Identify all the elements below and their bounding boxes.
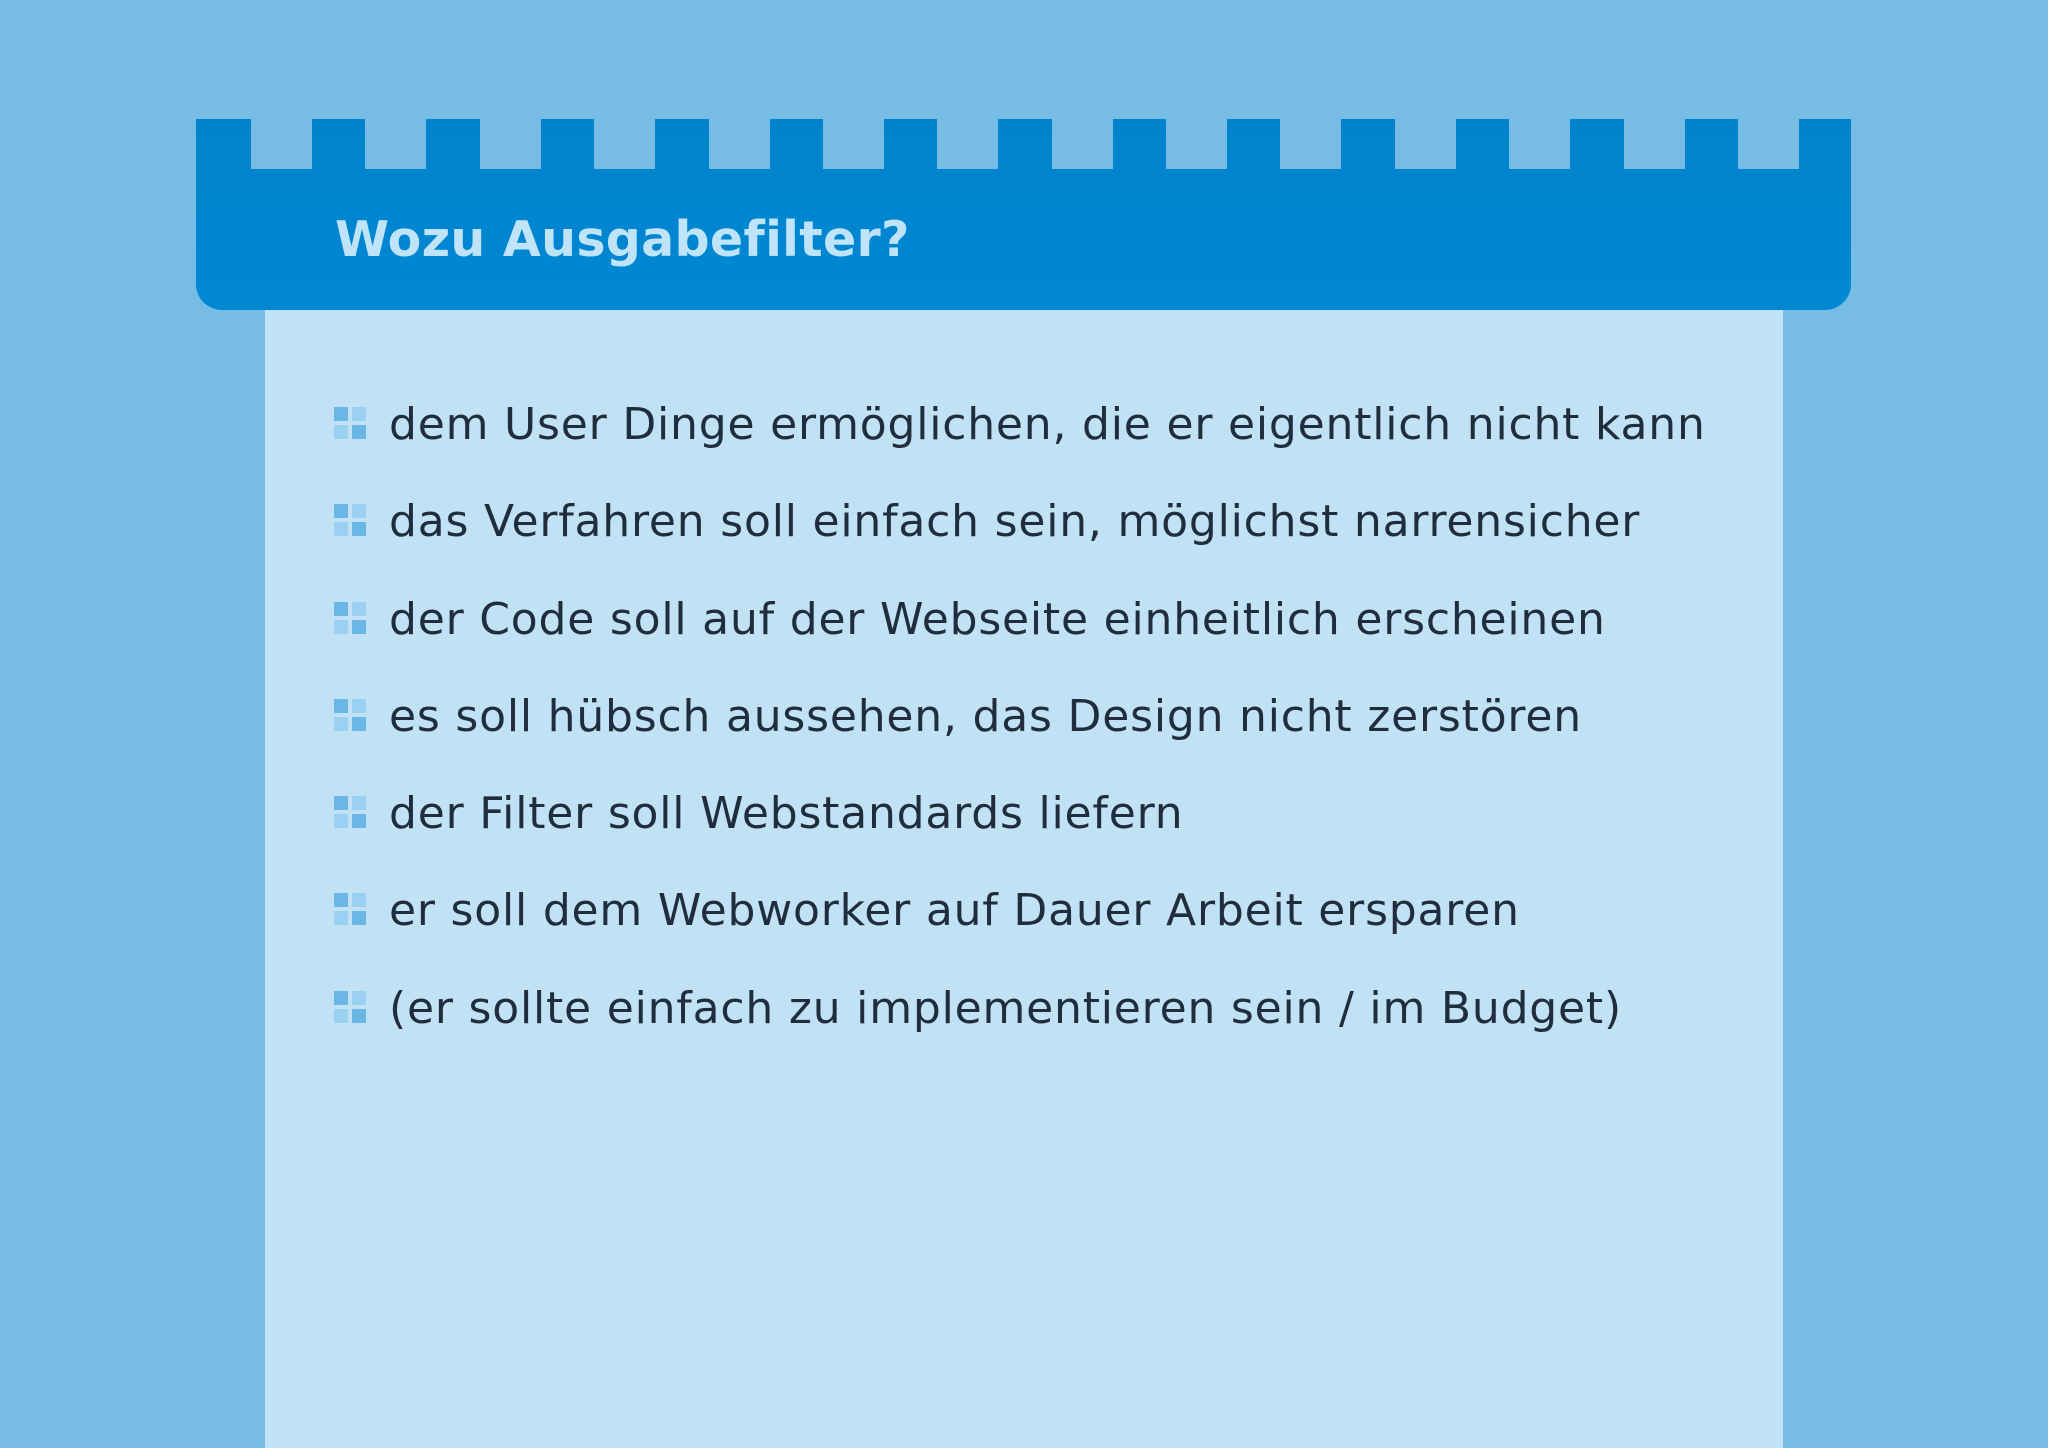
header-notch [1052,119,1113,169]
grid-bullet-icon [334,407,366,439]
bullet-item [334,395,1734,492]
bullet-text: der Code soll auf der Webseite einheitlich erscheinen [389,593,1606,645]
header-notch [365,119,426,169]
bullet-item [334,979,1734,1076]
bullet-item [334,492,1734,589]
header-notch [1166,119,1227,169]
castle-header [196,119,1851,310]
grid-bullet-icon [334,991,366,1023]
header-notch [1395,119,1456,169]
bullet-text: er soll dem Webworker auf Dauer Arbeit ersparen [389,885,1520,937]
bullet-item [334,881,1734,978]
bullet-item [334,590,1734,687]
bullet-text: es soll hübsch aussehen, das Design nicht zerstören [389,690,1582,742]
header-notch [1280,119,1341,169]
header-notch [709,119,770,169]
grid-bullet-icon [334,796,366,828]
bullet-item [334,687,1734,784]
header-notch [1624,119,1685,169]
grid-bullet-icon [334,893,366,925]
grid-bullet-icon [334,504,366,536]
bullet-list [334,395,1734,1076]
header-notch [823,119,884,169]
bullet-text: der Filter soll Webstandards liefern [389,788,1184,840]
header-notch [937,119,998,169]
bullet-text: das Verfahren soll einfach sein, möglichst narrensicher [389,496,1641,548]
header-notch [480,119,541,169]
grid-bullet-icon [334,699,366,731]
header-notch [1509,119,1570,169]
bullet-item [334,784,1734,881]
header-notch [594,119,655,169]
bullet-text: (er sollte einfach zu implementieren sein / im Budget) [389,982,1622,1034]
header-notch [1738,119,1799,169]
header-notch [251,119,312,169]
slide-title: Wozu Ausgabefilter? [335,211,910,268]
grid-bullet-icon [334,602,366,634]
bullet-text: dem User Dinge ermöglichen, die er eigentlich nicht kann [389,399,1706,450]
